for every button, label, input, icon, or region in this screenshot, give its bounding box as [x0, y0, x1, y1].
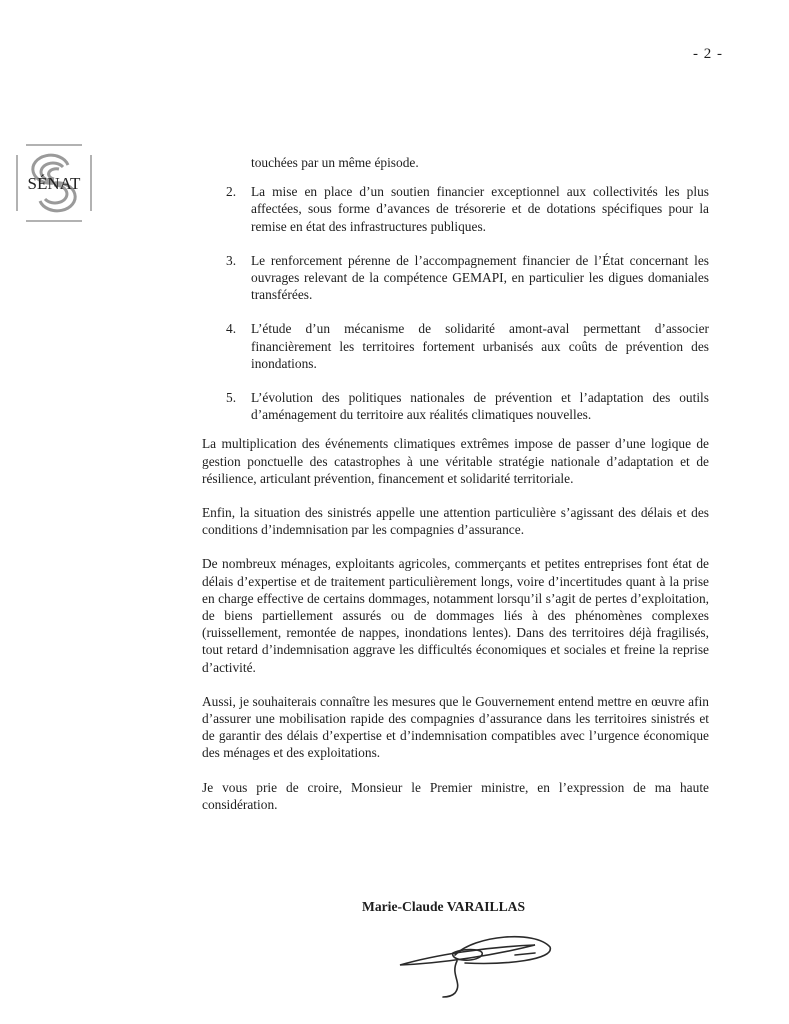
list-item-text: L’évolution des politiques nationales de prévention et l’adaptation des outils d’aménagement du territoire aux réalités climatiques nouvelles. — [251, 390, 709, 423]
list-item-text: Le renforcement pérenne de l’accompagnement financier de l’État concernant les ouvrages relevant de la compétence GEMAPI, en particulier les digues domaniales transférées. — [251, 252, 709, 303]
list-item — [226, 320, 709, 372]
paragraph: Aussi, je souhaiterais connaître les mesures que le Gouvernement entend mettre en œuvre afin d’assurer une mobilisation rapide des compagnies d’assurance dans les territoires sinistrés et de garantir des délais d’expertise et d’indemnisation compatibles avec l’urgence économique des ménages et des exploitations. — [202, 693, 709, 761]
list-item — [226, 183, 709, 235]
page-number: - 2 - — [693, 46, 723, 62]
paragraph: De nombreux ménages, exploitants agricoles, commerçants et petites entreprises font état de délais d’expertise et de traitement particulièrement longs, voire d’incertitudes quant à la prise en charge effective de certains dommages, notamment lorsqu’il s’agit de pertes d’exploitation, de biens partiellement assurés ou de dommages liés à des phénomènes complexes (ruissellement, remontée de nappes, inondations lentes). Dans des territoires déjà fragilisés, tout retard d’indemnisation aggrave les difficultés économiques et sociales et freine la reprise d’activité. — [202, 556, 709, 675]
list-item-text: La mise en place d’un soutien financier exceptionnel aux collectivités les plus affectées, sous forme d’avances de trésorerie et de dotations spécifiques pour la remise en état des infrastructures publiques. — [251, 184, 709, 234]
signature-icon — [385, 925, 565, 1005]
list-item — [226, 252, 709, 304]
list-item-number: 3. — [226, 252, 237, 268]
handwritten-signature — [385, 925, 565, 1005]
list-item-number: 2. — [226, 184, 237, 200]
list-item-number: 5. — [226, 390, 237, 406]
senat-logo — [14, 143, 94, 223]
logo-text: SÉNAT — [27, 174, 81, 193]
paragraph: La multiplication des événements climatiques extrêmes impose de passer d’une logique de gestion ponctuelle des catastrophes à une véritable stratégie nationale d’adaptation et de résilience, articulant prévention, financement et solidarité territoriale. — [202, 436, 709, 486]
senat-logo-icon — [14, 143, 94, 223]
closing-paragraph: Je vous prie de croire, Monsieur le Premier ministre, en l’expression de ma haute considération. — [202, 779, 709, 812]
paragraph: Enfin, la situation des sinistrés appelle une attention particulière s’agissant des délais et des conditions d’indemnisation par les compagnies d’assurance. — [202, 505, 709, 538]
list-item — [226, 389, 709, 423]
list-item-number: 4. — [226, 321, 237, 337]
continuation-line: touchées par un même épisode. — [251, 155, 419, 170]
signatory-name: Marie-Claude VARAILLAS — [362, 899, 526, 914]
letter-body — [202, 154, 709, 830]
list-item-text: L’étude d’un mécanisme de solidarité amont-aval permettant d’associer financièrement les territoires fortement urbanisés aux coûts de prévention des inondations. — [251, 321, 709, 371]
